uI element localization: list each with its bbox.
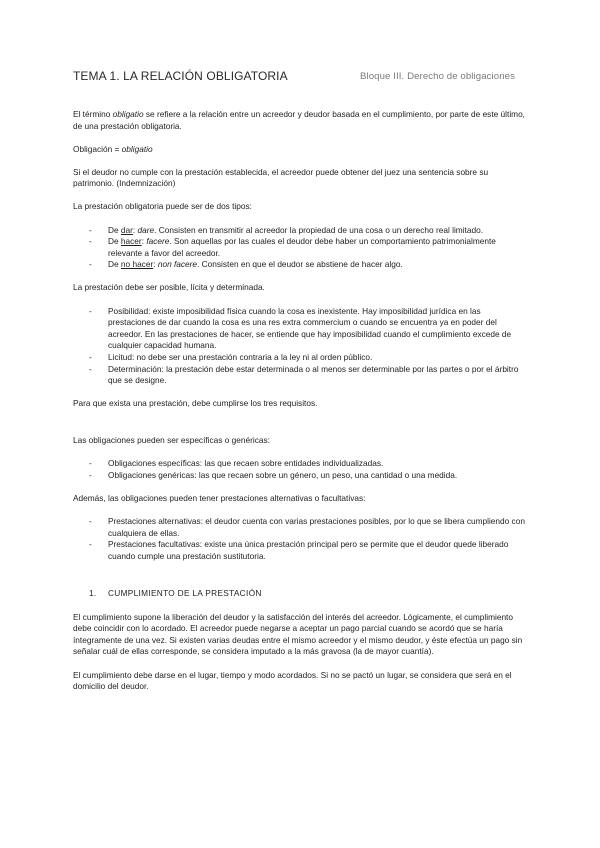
list-item: - Prestaciones facultativas: existe una única prestación principal pero se permite que el deudor quede liberado cuando cumple una prestación sustitutoria. bbox=[73, 539, 528, 562]
list-item: - Prestaciones alternativas: el deudor cuenta con varias prestaciones posibles, por lo que se libera cumpliendo con cualquiera de ellas. bbox=[73, 516, 528, 539]
definition-line: Obligación = obligatio bbox=[73, 143, 153, 154]
document-body bbox=[73, 109, 528, 704]
list-item: - De no hacer: non facere. Consisten en que el deudor se abstiene de hacer algo. bbox=[73, 259, 528, 271]
requirements-tail: Para que exista una prestación, debe cumplirse los tres requisitos. bbox=[73, 398, 318, 409]
list-item: - De dar: dare. Consisten en transmitir al acreedor la propiedad de una cosa o un derecho real limitado. bbox=[73, 225, 528, 237]
classes-list bbox=[73, 458, 528, 481]
document-title: TEMA 1. LA RELACIÓN OBLIGATORIA bbox=[73, 69, 288, 83]
document-subtitle: Bloque III. Derecho de obligaciones bbox=[360, 71, 515, 82]
intro-paragraph: El término obligatio se refiere a la relación entre un acreedor y deudor basada en el cumplimiento, por parte de este último, de una prestación obligatoria. bbox=[73, 109, 525, 131]
requirements-lead: La prestación debe ser posible, lícita y determinada. bbox=[73, 282, 265, 293]
section-number: 1. bbox=[89, 588, 97, 599]
types-list bbox=[73, 225, 528, 271]
breach-paragraph: Si el deudor no cumple con la prestación establecida, el acreedor puede obtener del juez una sentencia sobre su patrimonio. (Indemnización) bbox=[73, 166, 489, 189]
alternatives-list bbox=[73, 516, 528, 562]
classes-lead: Las obligaciones pueden ser específicas o genéricas: bbox=[73, 435, 270, 446]
section-title: CUMPLIMIENTO DE LA PRESTACIÓN bbox=[108, 588, 262, 599]
list-item: - Posibilidad: existe imposibilidad física cuando la cosa es inexistente. Hay imposibilidad jurídica en las prestaciones de dar cuando la cosa es una res extra commercium o cuando se encuentra ya en poder del acreedor. En las prestaciones de hacer, se entiende que hay imposibilidad cuando el cumplimiento excede de cualquier capacidad humana. bbox=[73, 306, 528, 352]
section-paragraph: El cumplimiento debe darse en el lugar, tiempo y modo acordados. Si no se pactó un lugar, se considera que será en el domicilio del deudor. bbox=[73, 669, 512, 692]
types-lead: La prestación obligatoria puede ser de dos tipos: bbox=[73, 201, 252, 212]
list-item: - Licitud: no debe ser una prestación contraria a la ley ni al orden público. bbox=[73, 352, 528, 364]
requirements-list bbox=[73, 306, 528, 387]
list-item: - Obligaciones específicas: las que recaen sobre entidades individualizadas. bbox=[73, 458, 528, 470]
list-item: - Obligaciones genéricas: las que recaen sobre un género, un peso, una cantidad o una medida. bbox=[73, 470, 528, 482]
alternatives-lead: Además, las obligaciones pueden tener prestaciones alternativas o facultativas: bbox=[73, 493, 366, 504]
list-item: - De hacer: facere. Son aquellas por las cuales el deudor debe haber un comportamiento patrimonialmente relevante a favor del acreedor. bbox=[73, 236, 528, 259]
list-item: - Determinación: la prestación debe estar determinada o al menos ser determinable por las partes o por el árbitro que se designe. bbox=[73, 364, 528, 387]
section-heading bbox=[73, 588, 528, 600]
section-paragraph: El cumplimiento supone la liberación del deudor y la satisfacción del interés del acreedor. Lógicamente, el cumplimiento debe coincidir con lo acordado. El acreedor puede negarse a aceptar un pago parcial cuando se acordó que se haría íntegramente de una vez. Si existen varias deudas entre el mismo acreedor y el mismo deudor, y éste efectúa un pago sin señalar cuál de ellas corresponde, se considera imputado a la más gravosa (la de mayor cuantía). bbox=[73, 611, 523, 657]
